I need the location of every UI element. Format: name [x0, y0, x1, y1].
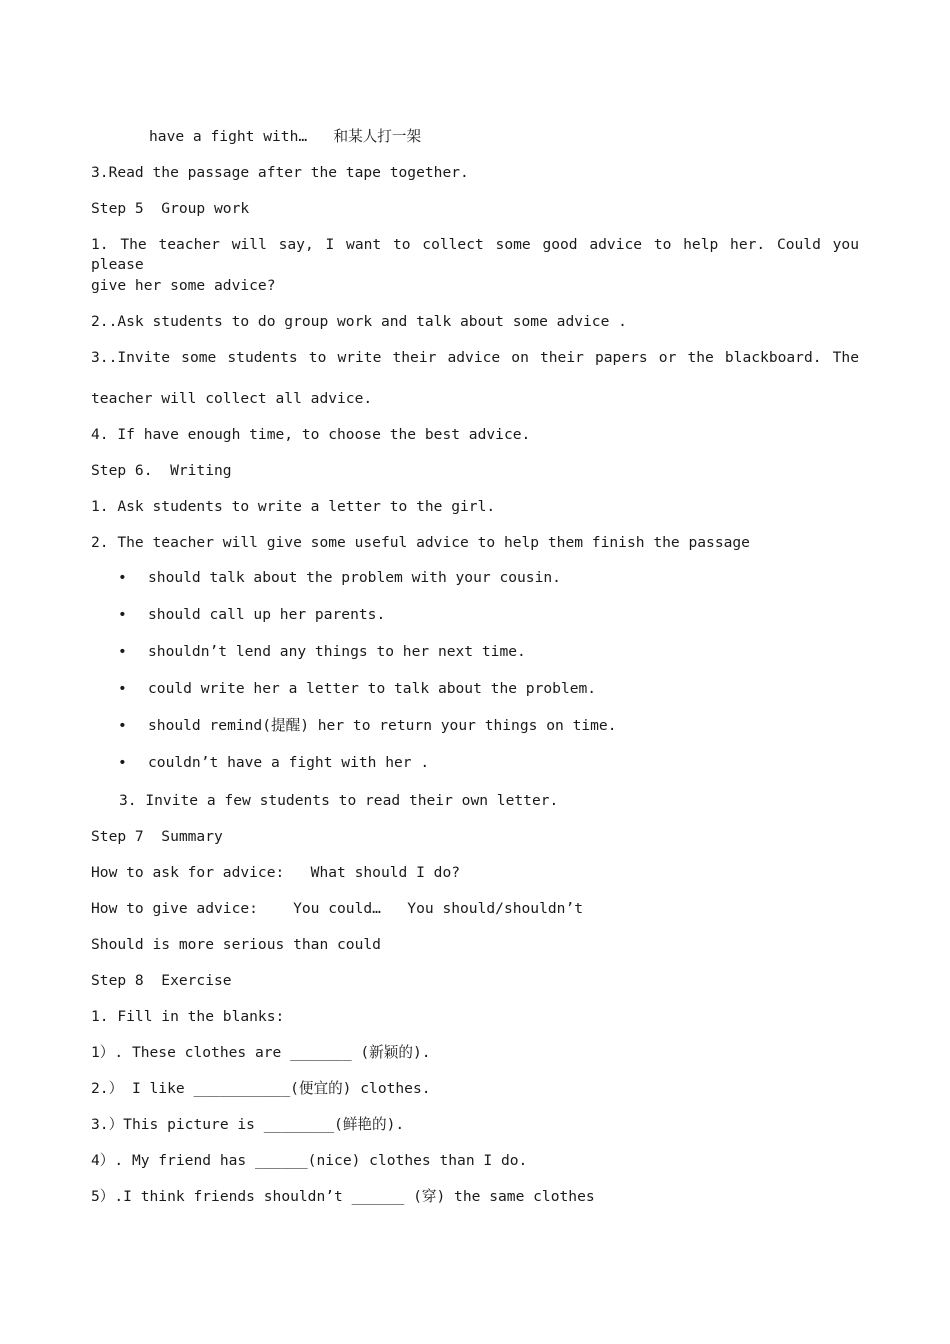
exercise-instruction: 1. Fill in the blanks:: [91, 1008, 285, 1025]
exercise-item-3: 3.）This picture is ________(鲜艳的).: [91, 1116, 405, 1133]
summary-give-advice: How to give advice: You could… You should/shouldn’t: [91, 900, 584, 917]
bullet-marker: •: [118, 680, 127, 697]
bullet-marker: •: [118, 717, 127, 734]
step5-heading: Step 5 Group work: [91, 200, 250, 217]
exercise-item-2: 2.） I like ___________(便宜的) clothes.: [91, 1080, 431, 1097]
step5-item-3-line-1: 3..Invite some students to write their advice on their papers or the blackboard. The: [91, 349, 859, 366]
step6-item-3: 3. Invite a few students to read their own letter.: [119, 792, 559, 809]
bullet-item: should remind(提醒) her to return your things on time.: [148, 717, 617, 734]
step5-item-1-line-1: 1. The teacher will say, I want to collect some good advice to help her. Could you please: [91, 236, 859, 273]
step5-item-1-line-2: give her some advice?: [91, 277, 276, 294]
step6-item-2: 2. The teacher will give some useful advice to help them finish the passage: [91, 534, 750, 551]
summary-ask-advice: How to ask for advice: What should I do?: [91, 864, 461, 881]
step6-heading: Step 6. Writing: [91, 462, 232, 479]
step6-item-1: 1. Ask students to write a letter to the girl.: [91, 498, 496, 515]
exercise-item-5: 5）.I think friends shouldn’t ______ (穿) the same clothes: [91, 1188, 595, 1205]
bullet-item: should call up her parents.: [148, 606, 386, 623]
step5-item-4: 4. If have enough time, to choose the best advice.: [91, 426, 531, 443]
exercise-item-1: 1）. These clothes are _______ (新颖的).: [91, 1044, 431, 1061]
step5-item-2: 2..Ask students to do group work and talk about some advice .: [91, 313, 627, 330]
summary-note: Should is more serious than could: [91, 936, 381, 953]
step5-item-3-line-2: teacher will collect all advice.: [91, 390, 373, 407]
bullet-marker: •: [118, 606, 127, 623]
step7-heading: Step 7 Summary: [91, 828, 223, 845]
bullet-item: shouldn’t lend any things to her next time.: [148, 643, 526, 660]
phrase-line: have a fight with… 和某人打一架: [149, 128, 422, 145]
bullet-item: could write her a letter to talk about the problem.: [148, 680, 597, 697]
exercise-item-4: 4）. My friend has ______(nice) clothes than I do.: [91, 1152, 528, 1169]
bullet-marker: •: [118, 643, 127, 660]
bullet-item: couldn’t have a fight with her .: [148, 754, 430, 771]
step4-item-3: 3.Read the passage after the tape together.: [91, 164, 469, 181]
bullet-item: should talk about the problem with your cousin.: [148, 569, 561, 586]
step8-heading: Step 8 Exercise: [91, 972, 232, 989]
bullet-marker: •: [118, 569, 127, 586]
bullet-marker: •: [118, 754, 127, 771]
